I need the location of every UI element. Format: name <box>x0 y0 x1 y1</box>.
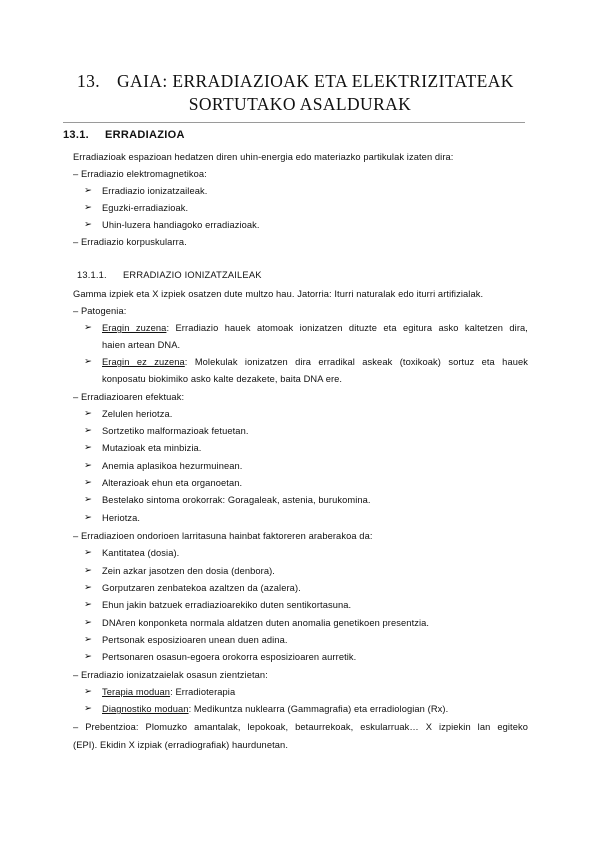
section-number: 13.1. <box>63 129 89 141</box>
therapy-term: Terapia moduan <box>102 687 171 697</box>
corp-heading: – Erradiazio korpuskularra. <box>73 237 187 247</box>
arrow-bullet-icon: ➢ <box>84 185 93 196</box>
arrow-bullet-icon: ➢ <box>84 408 93 419</box>
arrow-bullet-icon: ➢ <box>84 617 93 628</box>
arrow-bullet-icon: ➢ <box>84 565 93 576</box>
arrow-bullet-icon: ➢ <box>84 582 93 593</box>
arrow-bullet-icon: ➢ <box>84 219 93 230</box>
prevention-line-1: – Prebentzioa: Plomuzko amantalak, lepokoak, betaurrekoak, eskularruak… X izpiekin lan egiteko <box>73 722 528 732</box>
health-heading: – Erradiazio ionizatzaielak osasun zientzietan: <box>73 670 268 680</box>
effects-heading: – Erradiazioaren efektuak: <box>73 392 185 402</box>
chapter-title-line-1: GAIA: ERRADIAZIOAK ETA ELEKTRIZITATEAK <box>117 71 514 91</box>
arrow-bullet-icon: ➢ <box>84 477 93 488</box>
arrow-bullet-icon: ➢ <box>84 322 93 333</box>
document-page: 13. GAIA: ERRADIAZIOAK ETA ELEKTRIZITATEAK SORTUTAKO ASALDURAK 13.1. ERRADIAZIOA Erradiazioak espazioan hedatzen diren uhin-energia edo materiazko partikulak izaten dira: – Erradiazio elektromagnetikoa: ➢ Erradiazio ionizatzaileak. ➢ Eguzki-erradiazioak. ➢ Uhin-luzera handiagoko erradiazioak. – Erradiazio korpuskularra. 13.1.1. ERRADIAZIO IONIZATZAILEAK Gamma izpiek eta X izpiek osatzen dute multzo hau. Jatorria: Iturri naturalak edo iturri artifizialak. – Patogenia: ➢ Eragin zuzena: Erradiazio hauek atomoak ionizatzen dituzte eta egitura asko kaltetzen dira, haien artean DNA. ➢ Eragin ez zuzena: Molekulak ionizatzen dira erradikal askeak (toxikoak) sortuz eta hauek konposatu biokimiko asko kalte dezakete, baita DNA ere. – Erradiazioaren efektuak: ➢ Zelulen heriotza. ➢ Sortzetiko malformazioak fetuetan. ➢ Mutazioak eta minbizia. ➢ Anemia aplasikoa hezurmuinean. ➢ Alterazioak ehun eta organoetan. ➢ Bestelako sintoma orokorrak: Goragaleak, astenia, burukomina. ➢ Heriotza. – Erradiazioen ondorioen larritasuna hainbat faktoreren araberakoa da: ➢ Kantitatea (dosia). ➢ Zein azkar jasotzen den dosia (denbora). ➢ Gorputzaren zenbatekoa azaltzen da (azalera). ➢ Ehun jakin batzuek erradiazioarekiko duten sentikortasuna. ➢ DNAren konponketa normala aldatzen duten anomalia genetikoen presentzia. ➢ Pertsonak esposizioaren unean duen adina. ➢ Pertsonaren osasun-egoera orokorra esposizioaren aurretik. – Erradiazio ionizatzaielak osasun zientzietan: ➢ Terapia moduan: Erradioterapia ➢ Diagnostiko moduan: Medikuntza nuklearra (Gammagrafia) eta erradiologian (Rx). – Prebentzioa: Plomuzko amantalak, lepokoak, betaurrekoak, eskularruak… X izpiekin lan egiteko (EPI). Ekidin X izpiak (erradiografiak) haurdunetan. <box>63 71 529 750</box>
arrow-bullet-icon: ➢ <box>84 686 93 697</box>
intro-paragraph: Erradiazioak espazioan hedatzen diren uhin-energia edo materiazko partikulak izaten dira: <box>73 152 454 162</box>
arrow-bullet-icon: ➢ <box>84 356 93 367</box>
arrow-bullet-icon: ➢ <box>84 703 93 714</box>
arrow-bullet-icon: ➢ <box>84 634 93 645</box>
section-title: ERRADIAZIOA <box>105 129 185 141</box>
prevention-line-2: (EPI). Ekidin X izpiak (erradiografiak) haurdunetan. <box>73 740 288 750</box>
heading-divider <box>63 122 525 123</box>
arrow-bullet-icon: ➢ <box>84 547 93 558</box>
subsection-number: 13.1.1. <box>77 270 107 280</box>
diagnostic-term: Diagnostiko moduan <box>102 704 189 714</box>
direct-effect-line: Eragin zuzena: Erradiazio hauek atomoak ionizatzen dituzte eta egitura asko kaltetzen dira, <box>102 323 528 333</box>
gamma-paragraph: Gamma izpiek eta X izpiek osatzen dute multzo hau. Jatorria: Iturri naturalak edo iturri artifizialak. <box>73 289 484 299</box>
arrow-bullet-icon: ➢ <box>84 512 93 523</box>
subsection-heading <box>77 270 262 280</box>
direct-effect-term: Eragin zuzena <box>102 323 167 333</box>
chapter-title-line-2: SORTUTAKO ASALDURAK <box>188 94 412 114</box>
arrow-bullet-icon: ➢ <box>84 442 93 453</box>
arrow-bullet-icon: ➢ <box>84 494 93 505</box>
severity-heading: – Erradiazioen ondorioen larritasuna hainbat faktoreren araberakoa da: <box>73 531 373 541</box>
arrow-bullet-icon: ➢ <box>84 599 93 610</box>
chapter-number: 13. <box>77 71 101 91</box>
subsection-title: ERRADIAZIO IONIZATZAILEAK <box>123 270 262 280</box>
arrow-bullet-icon: ➢ <box>84 425 93 436</box>
em-heading: – Erradiazio elektromagnetikoa: <box>73 169 207 179</box>
indirect-effect-term: Eragin ez zuzena <box>102 357 185 367</box>
arrow-bullet-icon: ➢ <box>84 202 93 213</box>
indirect-effect-line: Eragin ez zuzena: Molekulak ionizatzen dira erradikal askeak (toxikoak) sortuz eta hauek <box>102 357 529 367</box>
arrow-bullet-icon: ➢ <box>84 460 93 471</box>
pathogenesis-heading: – Patogenia: <box>73 306 127 316</box>
arrow-bullet-icon: ➢ <box>84 651 93 662</box>
